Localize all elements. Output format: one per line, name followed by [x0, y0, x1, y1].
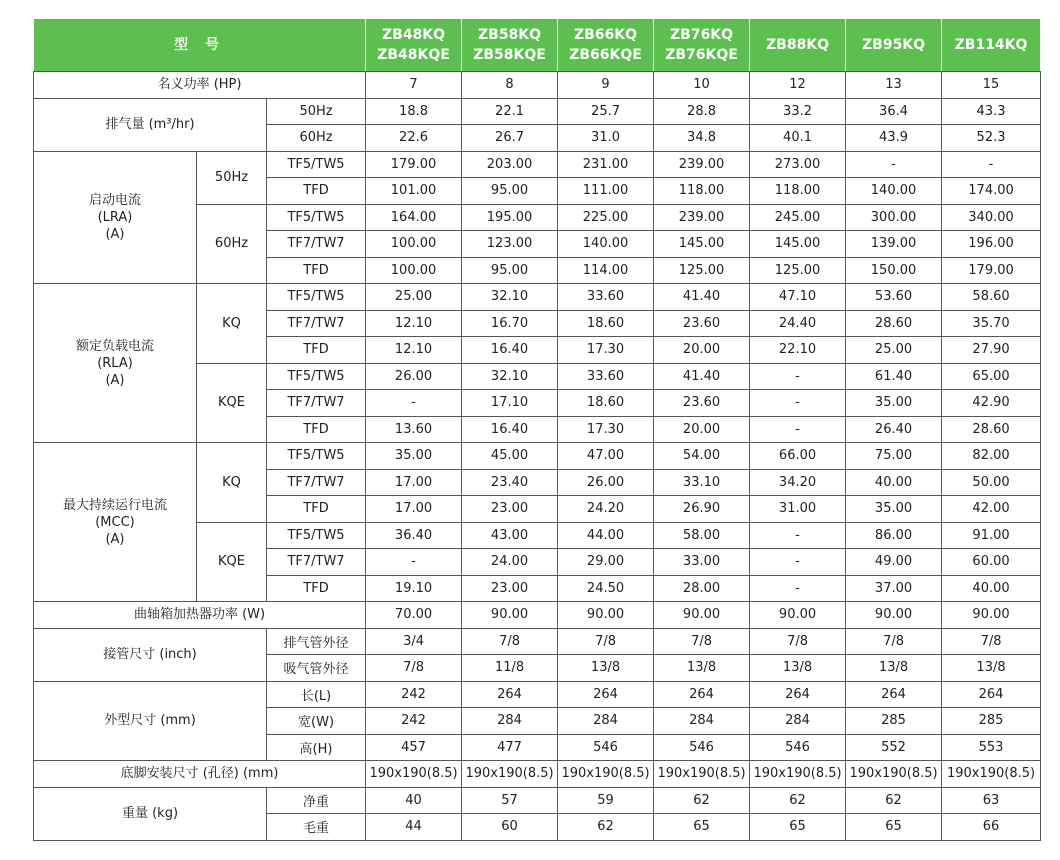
value-cell: 35.00 [846, 496, 942, 523]
model-header [558, 19, 654, 72]
value-cell: 47.00 [558, 443, 654, 470]
value-cell: 284 [558, 708, 654, 735]
value-cell: 62 [846, 787, 942, 814]
value-cell: 23.00 [462, 496, 558, 523]
value-cell: 43.3 [942, 98, 1041, 125]
value-cell: 19.10 [366, 575, 462, 602]
value-cell: - [942, 151, 1041, 178]
value-cell: 111.00 [558, 178, 654, 205]
value-cell: 66.00 [750, 443, 846, 470]
condition-label: 60Hz [197, 204, 267, 284]
value-cell: 60.00 [942, 549, 1041, 576]
value-cell: 90.00 [558, 602, 654, 629]
value-cell: 101.00 [366, 178, 462, 205]
value-cell: - [366, 390, 462, 417]
sub-label: TF7/TW7 [267, 469, 366, 496]
value-cell: 13/8 [846, 655, 942, 682]
value-cell: 59 [558, 787, 654, 814]
value-cell: 125.00 [750, 257, 846, 284]
value-cell: 31.00 [750, 496, 846, 523]
value-cell: 174.00 [942, 178, 1041, 205]
value-cell: 546 [654, 734, 750, 761]
value-cell: - [750, 416, 846, 443]
value-cell: 57 [462, 787, 558, 814]
value-cell: - [750, 363, 846, 390]
value-cell: 41.40 [654, 284, 750, 311]
value-cell: 11/8 [462, 655, 558, 682]
value-cell: 23.00 [462, 575, 558, 602]
value-cell: 13/8 [558, 655, 654, 682]
value-cell: 20.00 [654, 337, 750, 364]
value-cell: 179.00 [366, 151, 462, 178]
table-row [34, 787, 1041, 814]
value-cell: 90.00 [462, 602, 558, 629]
value-cell: 145.00 [750, 231, 846, 258]
sub-label: TF5/TW5 [267, 522, 366, 549]
value-cell: 13/8 [942, 655, 1041, 682]
value-cell: 118.00 [654, 178, 750, 205]
value-cell: 95.00 [462, 178, 558, 205]
value-cell: 43.9 [846, 125, 942, 152]
model-name: ZB95KQ [862, 37, 926, 53]
value-cell: 284 [462, 708, 558, 735]
value-cell: 23.60 [654, 390, 750, 417]
value-cell: 65 [654, 814, 750, 841]
value-cell: 61.40 [846, 363, 942, 390]
model-header [750, 19, 846, 72]
value-cell: 190x190(8.5) [846, 761, 942, 788]
value-cell: 62 [750, 787, 846, 814]
value-cell: - [846, 151, 942, 178]
value-cell: 264 [750, 681, 846, 708]
value-cell: 24.50 [558, 575, 654, 602]
sub-label: TFD [267, 337, 366, 364]
value-cell: 190x190(8.5) [654, 761, 750, 788]
value-cell: 242 [366, 681, 462, 708]
value-cell: 91.00 [942, 522, 1041, 549]
value-cell: 195.00 [462, 204, 558, 231]
value-cell: 40.1 [750, 125, 846, 152]
value-cell: 239.00 [654, 151, 750, 178]
value-cell: 41.40 [654, 363, 750, 390]
value-cell: 28.00 [654, 575, 750, 602]
value-cell: 7/8 [558, 628, 654, 655]
value-cell: 53.60 [846, 284, 942, 311]
value-cell: 231.00 [558, 151, 654, 178]
value-cell: 58.00 [654, 522, 750, 549]
value-cell: 62 [654, 787, 750, 814]
value-cell: 22.1 [462, 98, 558, 125]
value-cell: 12.10 [366, 337, 462, 364]
value-cell: 31.0 [558, 125, 654, 152]
value-cell: 33.60 [558, 363, 654, 390]
value-cell: 90.00 [846, 602, 942, 629]
value-cell: 24.20 [558, 496, 654, 523]
value-cell: 82.00 [942, 443, 1041, 470]
table-row [34, 151, 1041, 178]
value-cell: 13/8 [654, 655, 750, 682]
value-cell: 36.40 [366, 522, 462, 549]
value-cell: 16.40 [462, 337, 558, 364]
condition-label: KQ [197, 443, 267, 523]
sub-label: TF7/TW7 [267, 549, 366, 576]
category-label: 接管尺寸 (inch) [34, 628, 267, 681]
value-cell: 47.10 [750, 284, 846, 311]
value-cell: 8 [462, 72, 558, 99]
value-cell: 12.10 [366, 310, 462, 337]
table-row [34, 681, 1041, 708]
value-cell: 90.00 [750, 602, 846, 629]
model-name: ZB48KQE [377, 47, 450, 63]
category-label: 外型尺寸 (mm) [34, 681, 267, 761]
value-cell: 26.7 [462, 125, 558, 152]
value-cell: 284 [750, 708, 846, 735]
table-row [34, 98, 1041, 125]
value-cell: 43.00 [462, 522, 558, 549]
value-cell: 13.60 [366, 416, 462, 443]
spec-body [34, 72, 1041, 841]
sub-label: 毛重 [267, 814, 366, 841]
value-cell: 49.00 [846, 549, 942, 576]
value-cell: 190x190(8.5) [558, 761, 654, 788]
value-cell: 13 [846, 72, 942, 99]
value-cell: 66 [942, 814, 1041, 841]
model-name: ZB88KQ [766, 37, 830, 53]
sub-label: TF5/TW5 [267, 204, 366, 231]
value-cell: 16.70 [462, 310, 558, 337]
model-name: ZB58KQ [478, 27, 542, 43]
spec-table-container [33, 18, 1041, 841]
value-cell: 9 [558, 72, 654, 99]
value-cell: 54.00 [654, 443, 750, 470]
sub-label: 60Hz [267, 125, 366, 152]
value-cell: 65.00 [942, 363, 1041, 390]
value-cell: 13/8 [750, 655, 846, 682]
value-cell: 140.00 [558, 231, 654, 258]
value-cell: 190x190(8.5) [366, 761, 462, 788]
value-cell: - [750, 549, 846, 576]
model-name: ZB76KQE [665, 47, 738, 63]
value-cell: 123.00 [462, 231, 558, 258]
value-cell: 285 [942, 708, 1041, 735]
value-cell: 285 [846, 708, 942, 735]
category-label: 名义功率 (HP) [34, 72, 366, 99]
value-cell: 340.00 [942, 204, 1041, 231]
value-cell: 26.00 [366, 363, 462, 390]
value-cell: 190x190(8.5) [750, 761, 846, 788]
value-cell: 114.00 [558, 257, 654, 284]
value-cell: - [750, 522, 846, 549]
value-cell: 24.40 [750, 310, 846, 337]
header-row [34, 19, 1041, 72]
sub-label: TF5/TW5 [267, 363, 366, 390]
sub-label: TF7/TW7 [267, 231, 366, 258]
value-cell: 552 [846, 734, 942, 761]
value-cell: 27.90 [942, 337, 1041, 364]
value-cell: 34.8 [654, 125, 750, 152]
value-cell: 196.00 [942, 231, 1041, 258]
sub-label: TFD [267, 496, 366, 523]
value-cell: 23.40 [462, 469, 558, 496]
table-row [34, 761, 1041, 788]
value-cell: 139.00 [846, 231, 942, 258]
sub-label: TF5/TW5 [267, 151, 366, 178]
sub-label: TF5/TW5 [267, 443, 366, 470]
value-cell: 164.00 [366, 204, 462, 231]
category-label: 重量 (kg) [34, 787, 267, 840]
value-cell: 546 [558, 734, 654, 761]
model-name: ZB66KQ [574, 27, 638, 43]
value-cell: 3/4 [366, 628, 462, 655]
model-name: ZB114KQ [954, 37, 1028, 53]
value-cell: 7/8 [366, 655, 462, 682]
value-cell: 90.00 [654, 602, 750, 629]
category-label: 启动电流 (LRA) (A) [34, 151, 197, 284]
value-cell: 150.00 [846, 257, 942, 284]
value-cell: - [366, 549, 462, 576]
value-cell: 457 [366, 734, 462, 761]
value-cell: 17.10 [462, 390, 558, 417]
value-cell: 34.20 [750, 469, 846, 496]
value-cell: 33.60 [558, 284, 654, 311]
value-cell: 65 [750, 814, 846, 841]
value-cell: 33.10 [654, 469, 750, 496]
value-cell: 17.00 [366, 496, 462, 523]
value-cell: 264 [558, 681, 654, 708]
value-cell: 24.00 [462, 549, 558, 576]
value-cell: 17.30 [558, 416, 654, 443]
sub-label: 宽(W) [267, 708, 366, 735]
value-cell: 22.10 [750, 337, 846, 364]
value-cell: 145.00 [654, 231, 750, 258]
model-header [654, 19, 750, 72]
value-cell: 477 [462, 734, 558, 761]
condition-label: KQE [197, 363, 267, 443]
table-row [34, 602, 1041, 629]
value-cell: 33.00 [654, 549, 750, 576]
value-cell: 58.60 [942, 284, 1041, 311]
value-cell: 62 [558, 814, 654, 841]
value-cell: 25.7 [558, 98, 654, 125]
value-cell: 28.8 [654, 98, 750, 125]
value-cell: 40 [366, 787, 462, 814]
value-cell: 10 [654, 72, 750, 99]
value-cell: 100.00 [366, 231, 462, 258]
value-cell: 40.00 [846, 469, 942, 496]
value-cell: 90.00 [942, 602, 1041, 629]
value-cell: 17.00 [366, 469, 462, 496]
value-cell: 28.60 [942, 416, 1041, 443]
value-cell: 44 [366, 814, 462, 841]
sub-label: TF5/TW5 [267, 284, 366, 311]
value-cell: 52.3 [942, 125, 1041, 152]
value-cell: 100.00 [366, 257, 462, 284]
condition-label: KQE [197, 522, 267, 602]
model-header [366, 19, 462, 72]
sub-label: TFD [267, 257, 366, 284]
condition-label: 50Hz [197, 151, 267, 204]
value-cell: 179.00 [942, 257, 1041, 284]
value-cell: 264 [942, 681, 1041, 708]
value-cell: 32.10 [462, 363, 558, 390]
value-cell: 203.00 [462, 151, 558, 178]
value-cell: 264 [846, 681, 942, 708]
category-label: 最大持续运行电流 (MCC) (A) [34, 443, 197, 602]
sub-label: TFD [267, 575, 366, 602]
value-cell: 7/8 [654, 628, 750, 655]
value-cell: 36.4 [846, 98, 942, 125]
model-header [942, 19, 1041, 72]
value-cell: 63 [942, 787, 1041, 814]
sub-label: TFD [267, 178, 366, 205]
value-cell: 18.60 [558, 310, 654, 337]
model-header [462, 19, 558, 72]
model-name: ZB58KQE [473, 47, 546, 63]
value-cell: 16.40 [462, 416, 558, 443]
value-cell: - [750, 390, 846, 417]
value-cell: 28.60 [846, 310, 942, 337]
value-cell: 7/8 [942, 628, 1041, 655]
value-cell: 7/8 [462, 628, 558, 655]
value-cell: 242 [366, 708, 462, 735]
compressor-spec-table [33, 18, 1041, 841]
value-cell: 15 [942, 72, 1041, 99]
value-cell: 60 [462, 814, 558, 841]
value-cell: 44.00 [558, 522, 654, 549]
sub-label: 50Hz [267, 98, 366, 125]
value-cell: 95.00 [462, 257, 558, 284]
value-cell: 245.00 [750, 204, 846, 231]
value-cell: 32.10 [462, 284, 558, 311]
model-column-header: 型 号 [34, 19, 366, 72]
value-cell: 75.00 [846, 443, 942, 470]
model-header [846, 19, 942, 72]
value-cell: 20.00 [654, 416, 750, 443]
value-cell: 190x190(8.5) [462, 761, 558, 788]
value-cell: 225.00 [558, 204, 654, 231]
category-label: 额定负载电流 (RLA) (A) [34, 284, 197, 443]
value-cell: 35.00 [366, 443, 462, 470]
value-cell: 12 [750, 72, 846, 99]
sub-label: TFD [267, 416, 366, 443]
category-label: 排气量 (m³/hr) [34, 98, 267, 151]
value-cell: 7 [366, 72, 462, 99]
value-cell: 35.00 [846, 390, 942, 417]
value-cell: 118.00 [750, 178, 846, 205]
table-row [34, 443, 1041, 470]
sub-label: 高(H) [267, 734, 366, 761]
value-cell: 239.00 [654, 204, 750, 231]
value-cell: 33.2 [750, 98, 846, 125]
value-cell: 300.00 [846, 204, 942, 231]
value-cell: 86.00 [846, 522, 942, 549]
sub-label: 吸气管外径 [267, 655, 366, 682]
value-cell: 22.6 [366, 125, 462, 152]
value-cell: 26.40 [846, 416, 942, 443]
value-cell: 23.60 [654, 310, 750, 337]
category-label: 底脚安装尺寸 (孔径) (mm) [34, 761, 366, 788]
table-row [34, 72, 1041, 99]
table-row [34, 628, 1041, 655]
value-cell: 18.60 [558, 390, 654, 417]
value-cell: 553 [942, 734, 1041, 761]
value-cell: 284 [654, 708, 750, 735]
sub-label: TF7/TW7 [267, 390, 366, 417]
value-cell: 7/8 [750, 628, 846, 655]
category-label: 曲轴箱加热器功率 (W) [34, 602, 366, 629]
value-cell: 25.00 [366, 284, 462, 311]
value-cell: 70.00 [366, 602, 462, 629]
value-cell: 26.00 [558, 469, 654, 496]
model-name: ZB76KQ [670, 27, 734, 43]
value-cell: 17.30 [558, 337, 654, 364]
value-cell: 140.00 [846, 178, 942, 205]
value-cell: - [750, 575, 846, 602]
value-cell: 264 [654, 681, 750, 708]
value-cell: 50.00 [942, 469, 1041, 496]
value-cell: 546 [750, 734, 846, 761]
value-cell: 273.00 [750, 151, 846, 178]
value-cell: 42.00 [942, 496, 1041, 523]
table-row [34, 284, 1041, 311]
value-cell: 35.70 [942, 310, 1041, 337]
value-cell: 125.00 [654, 257, 750, 284]
value-cell: 37.00 [846, 575, 942, 602]
value-cell: 45.00 [462, 443, 558, 470]
sub-label: TF7/TW7 [267, 310, 366, 337]
model-name: ZB48KQ [382, 27, 446, 43]
value-cell: 42.90 [942, 390, 1041, 417]
value-cell: 18.8 [366, 98, 462, 125]
sub-label: 净重 [267, 787, 366, 814]
value-cell: 190x190(8.5) [942, 761, 1041, 788]
value-cell: 7/8 [846, 628, 942, 655]
value-cell: 40.00 [942, 575, 1041, 602]
value-cell: 25.00 [846, 337, 942, 364]
value-cell: 26.90 [654, 496, 750, 523]
value-cell: 264 [462, 681, 558, 708]
value-cell: 29.00 [558, 549, 654, 576]
model-name: ZB66KQE [569, 47, 642, 63]
sub-label: 排气管外径 [267, 628, 366, 655]
value-cell: 65 [846, 814, 942, 841]
sub-label: 长(L) [267, 681, 366, 708]
condition-label: KQ [197, 284, 267, 364]
